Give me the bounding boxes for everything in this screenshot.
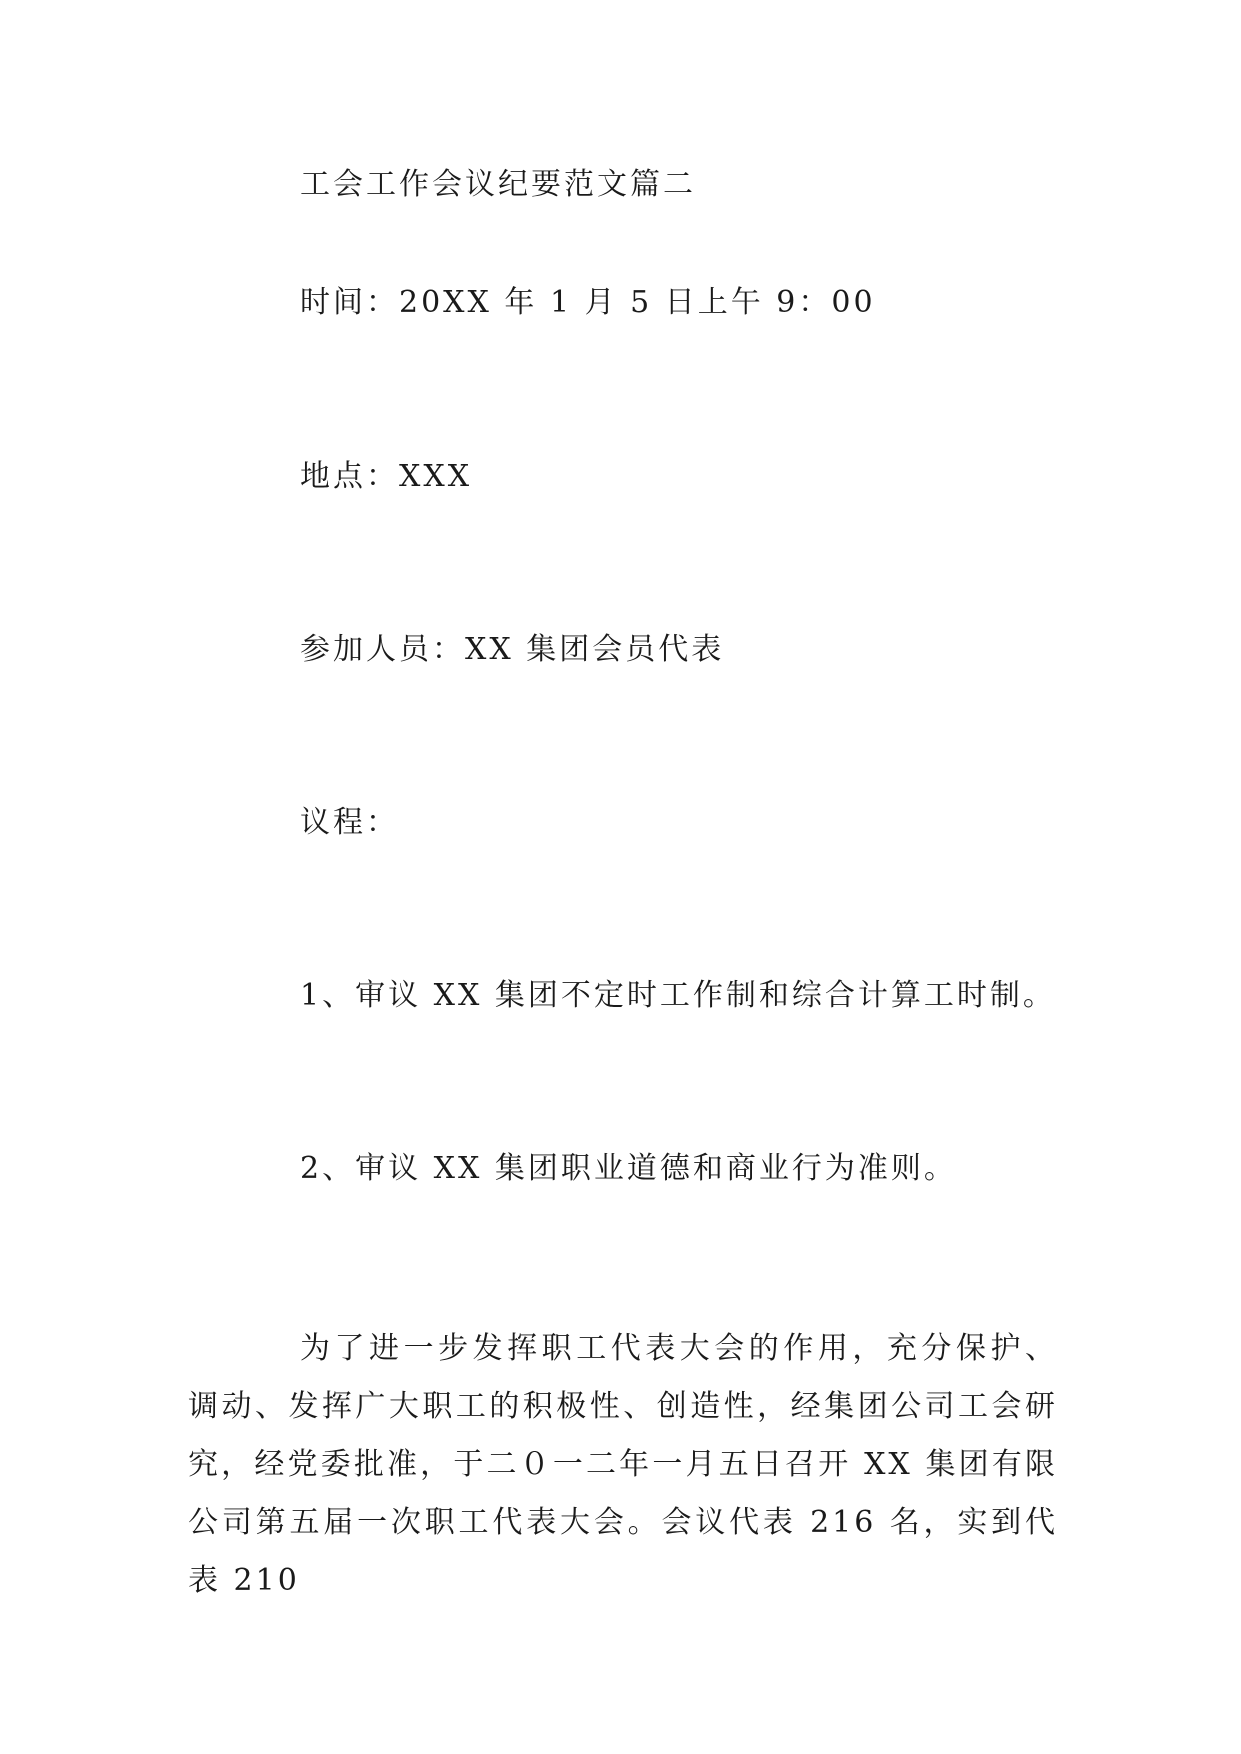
agenda-item: 2、审议 XX 集团职业道德和商业行为准则。 <box>300 1151 957 1186</box>
meeting-time: 时间：20XX 年 1 月 5 日上午 9：00 <box>300 285 876 320</box>
meeting-place: 地点：XXX <box>300 459 473 494</box>
body-paragraph: 为了进一步发挥职工代表大会的作用，充分保护、调动、发挥广大职工的积极性、创造性，经集团公司工会研究，经党委批准，于二０一二年一月五日召开 XX 集团有限公司第五届一次职工代表大会。会议代表 216 名，实到代表 210 <box>188 1331 1058 1598</box>
agenda-label: 议程： <box>300 805 399 840</box>
meeting-attendees: 参加人员：XX 集团会员代表 <box>300 632 725 667</box>
agenda-item: 1、审议 XX 集团不定时工作制和综合计算工时制。 <box>300 978 1056 1013</box>
document-title: 工会工作会议纪要范文篇二 <box>300 167 696 202</box>
